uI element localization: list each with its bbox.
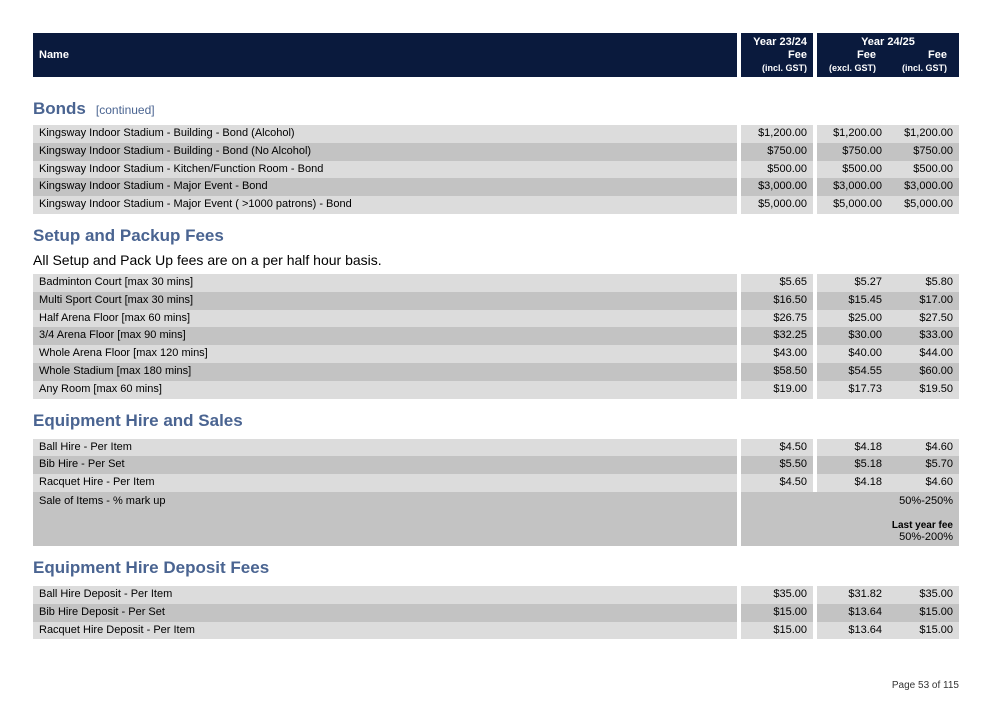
fee-2425-excl-gst: $500.00 [817,161,888,179]
fee-2425-excl-gst: $1,200.00 [817,125,888,143]
fee-2425-excl-gst: $30.00 [817,327,888,345]
table-row-sale [33,492,959,546]
row-name: Bib Hire - Per Set [33,456,737,474]
table-row [33,161,959,179]
header-name: Name [33,33,737,77]
fee-2324-incl-gst: $16.50 [741,292,813,310]
row-name: 3/4 Arena Floor [max 90 mins] [33,327,737,345]
fee-2425-excl-gst: $13.64 [817,622,888,640]
row-name: Whole Arena Floor [max 120 mins] [33,345,737,363]
fee-2324-incl-gst: $4.50 [741,474,813,492]
header-year1: Year 23/24 Fee (incl. GST) [741,33,813,77]
fee-2425-excl-gst: $5,000.00 [817,196,888,214]
bonds-table [33,125,959,214]
equipment-table [33,439,959,492]
section-title-deposit: Equipment Hire Deposit Fees [33,557,270,577]
row-name: Bib Hire Deposit - Per Set [33,604,737,622]
fee-2425-incl-gst: $4.60 [888,474,959,492]
fee-2425-incl-gst: $1,200.00 [888,125,959,143]
fee-2425-excl-gst: $31.82 [817,586,888,604]
row-name: Any Room [max 60 mins] [33,381,737,399]
fee-2324-incl-gst: $4.50 [741,439,813,457]
fee-2425-excl-gst: $25.00 [817,310,888,328]
row-name: Kingsway Indoor Stadium - Building - Bond (No Alcohol) [33,143,737,161]
table-row [33,474,959,492]
fee-2324-incl-gst: $15.00 [741,604,813,622]
fee-2324-incl-gst: $5,000.00 [741,196,813,214]
fee-2324-incl-gst: $26.75 [741,310,813,328]
continued-label: [continued] [95,103,155,117]
table-row [33,125,959,143]
fee-2425-incl-gst: $35.00 [888,586,959,604]
fee-2425-excl-gst: $750.00 [817,143,888,161]
setup-note: All Setup and Pack Up fees are on a per half hour basis. [33,251,382,268]
row-name: Half Arena Floor [max 60 mins] [33,310,737,328]
section-title-setup: Setup and Packup Fees [33,225,224,245]
row-name: Multi Sport Court [max 30 mins] [33,292,737,310]
fee-2425-excl-gst: $17.73 [817,381,888,399]
fee-2425-excl-gst: $13.64 [817,604,888,622]
fee-2425-incl-gst: $500.00 [888,161,959,179]
table-row [33,381,959,399]
table-row [33,439,959,457]
row-name: Racquet Hire Deposit - Per Item [33,622,737,640]
fee-2324-incl-gst: $32.25 [741,327,813,345]
fee-2425-incl-gst: $60.00 [888,363,959,381]
row-name: Badminton Court [max 30 mins] [33,274,737,292]
section-title-bonds: Bonds [continued] [33,99,155,118]
fee-2425-incl-gst: $750.00 [888,143,959,161]
table-row [33,622,959,640]
fee-2425-excl-gst: $54.55 [817,363,888,381]
fee-2425-incl-gst: $15.00 [888,622,959,640]
fee-2425-incl-gst: $19.50 [888,381,959,399]
sale-markup-values: 50%-250% Last year fee 50%-200% [741,492,959,546]
setup-table [33,274,959,399]
fee-2324-incl-gst: $1,200.00 [741,125,813,143]
fee-2425-excl-gst: $3,000.00 [817,178,888,196]
row-name: Whole Stadium [max 180 mins] [33,363,737,381]
table-row [33,274,959,292]
fee-2324-incl-gst: $35.00 [741,586,813,604]
fee-2425-excl-gst: $40.00 [817,345,888,363]
row-name: Kingsway Indoor Stadium - Major Event ( >1000 patrons) - Bond [33,196,737,214]
row-name: Ball Hire Deposit - Per Item [33,586,737,604]
fee-2324-incl-gst: $3,000.00 [741,178,813,196]
fee-2425-incl-gst: $5,000.00 [888,196,959,214]
table-row [33,143,959,161]
fee-2324-incl-gst: $58.50 [741,363,813,381]
fee-2425-incl-gst: $44.00 [888,345,959,363]
section-title-equipment: Equipment Hire and Sales [33,410,243,430]
fee-schedule-page [33,33,959,639]
table-header [33,33,959,77]
fee-2425-incl-gst: $33.00 [888,327,959,345]
table-row [33,586,959,604]
fee-2324-incl-gst: $19.00 [741,381,813,399]
row-name: Kingsway Indoor Stadium - Building - Bond (Alcohol) [33,125,737,143]
fee-2425-incl-gst: $27.50 [888,310,959,328]
fee-2324-incl-gst: $500.00 [741,161,813,179]
header-year2: Year 24/25 Fee (excl. GST) Fee (incl. GST) [817,33,959,77]
fee-2324-incl-gst: $15.00 [741,622,813,640]
fee-2324-incl-gst: $5.65 [741,274,813,292]
table-row [33,310,959,328]
row-name: Kingsway Indoor Stadium - Major Event - Bond [33,178,737,196]
deposit-table [33,586,959,639]
fee-2425-incl-gst: $3,000.00 [888,178,959,196]
fee-2324-incl-gst: $750.00 [741,143,813,161]
table-row [33,196,959,214]
fee-2425-excl-gst: $4.18 [817,439,888,457]
table-row [33,327,959,345]
fee-2425-excl-gst: $5.27 [817,274,888,292]
fee-2324-incl-gst: $43.00 [741,345,813,363]
fee-2425-incl-gst: $15.00 [888,604,959,622]
table-row [33,345,959,363]
fee-2425-excl-gst: $5.18 [817,456,888,474]
page-number: Page 53 of 115 [891,680,959,691]
table-row [33,292,959,310]
fee-2425-incl-gst: $5.80 [888,274,959,292]
fee-2425-incl-gst: $4.60 [888,439,959,457]
table-row [33,604,959,622]
table-row [33,178,959,196]
fee-2425-incl-gst: $17.00 [888,292,959,310]
row-name: Sale of Items - % mark up [33,492,737,546]
row-name: Racquet Hire - Per Item [33,474,737,492]
table-row [33,363,959,381]
fee-2425-excl-gst: $15.45 [817,292,888,310]
row-name: Kingsway Indoor Stadium - Kitchen/Function Room - Bond [33,161,737,179]
fee-2324-incl-gst: $5.50 [741,456,813,474]
table-row [33,456,959,474]
row-name: Ball Hire - Per Item [33,439,737,457]
fee-2425-incl-gst: $5.70 [888,456,959,474]
fee-2425-excl-gst: $4.18 [817,474,888,492]
